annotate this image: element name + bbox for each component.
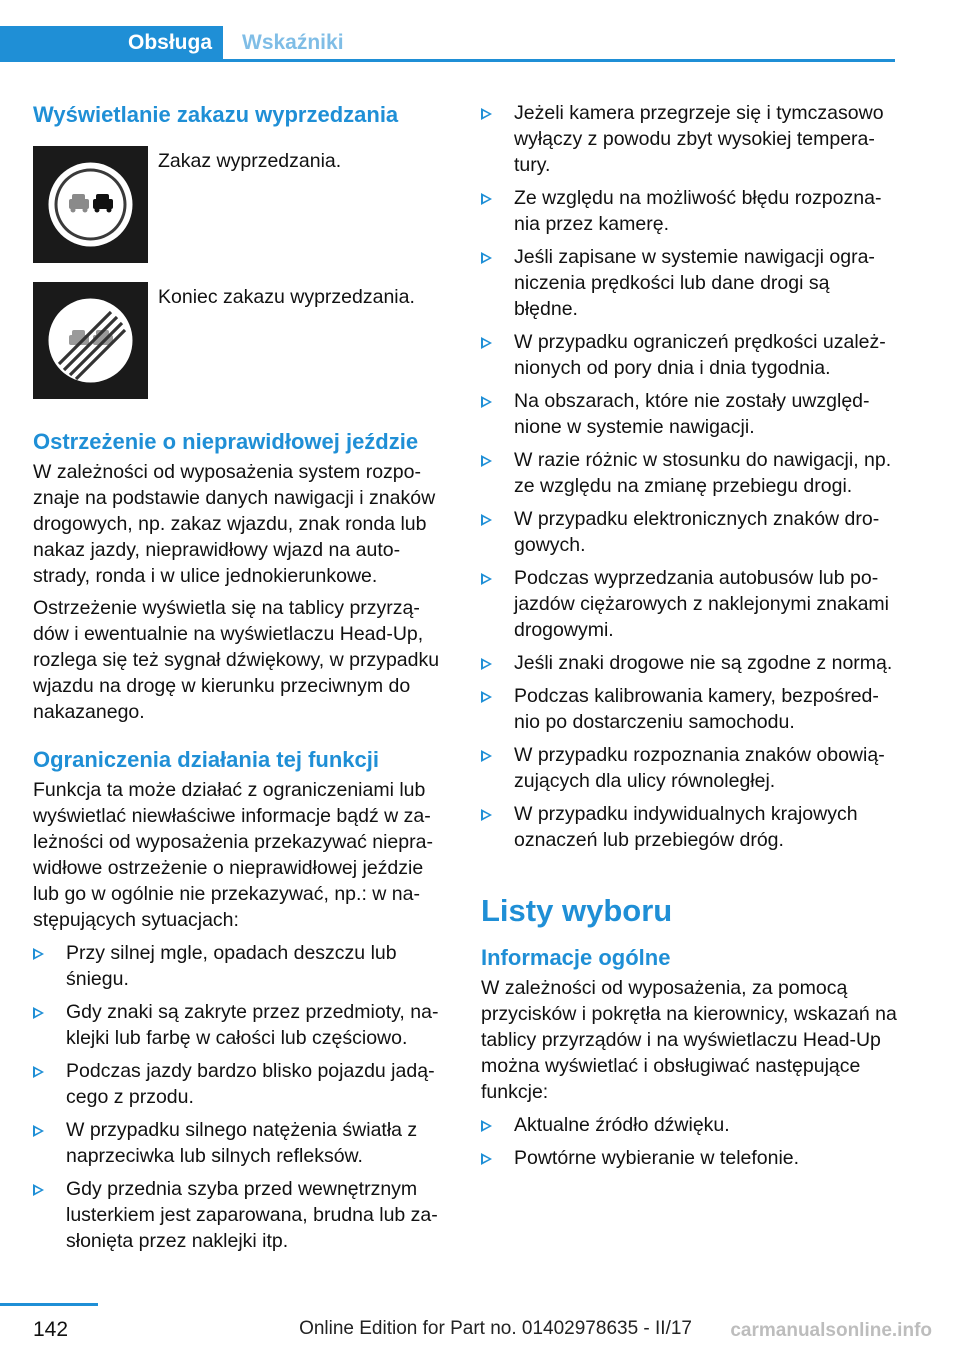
triangle-bullet-icon [481,1120,492,1132]
list-item [481,506,897,558]
list-item-text: Jeśli zapisane w systemie nawigacji ograniczenia prędkości lub dane drogi są błędne. [514,246,875,320]
sign-end-no-overtaking-caption: Koniec zakazu wyprzedzania. [158,286,415,308]
left-limits-list [33,940,448,1254]
triangle-bullet-icon [33,948,44,960]
heading-function-limits: Ograniczenia działania tej funkcji [33,747,379,772]
list-item [481,683,897,735]
heading-general-info: Informacje ogólne [481,945,671,970]
triangle-bullet-icon [481,396,492,408]
list-item-text: W przypadku indywidualnych krajowych oznaczeń lub przebiegów dróg. [514,803,858,851]
left-column [33,100,448,1261]
list-item [481,185,897,237]
list-item-text: Gdy przednia szyba przed wewnętrznym lusterkiem jest zaparowana, brudna lub zasłonięta przez naklejki itp. [66,1178,438,1252]
heading-overtaking-display: Wyświetlanie zakazu wyprzedzania [33,102,399,127]
list-item [481,100,897,178]
triangle-bullet-icon [481,455,492,467]
list-item-text: W przypadku silnego natężenia światła z naprzeciwka lub silnych refleksów. [66,1119,418,1167]
list-item [481,650,897,676]
triangle-bullet-icon [33,1007,44,1019]
list-item-text: W przypadku ograniczeń prędkości uzależnionych od pory dnia i dnia tygodnia. [514,331,886,379]
list-item-text: Jeżeli kamera przegrzeje się i tymczasowo wyłączy z powodu zbyt wysokiej temperatury. [514,102,884,176]
triangle-bullet-icon [481,193,492,205]
header-divider [0,59,895,62]
list-item [33,1117,448,1169]
triangle-bullet-icon [33,1125,44,1137]
triangle-bullet-icon [481,573,492,585]
list-item-text: Gdy znaki są zakryte przez przedmioty, naklejki lub farbę w całości lub częściowo. [66,1001,439,1049]
triangle-bullet-icon [481,337,492,349]
tab-wskazniki[interactable]: Wskaźniki [242,31,344,54]
footer-divider [0,1303,98,1306]
list-item [481,329,897,381]
list-item [481,447,897,499]
list-item-text: Aktualne źródło dźwięku. [514,1114,730,1136]
sign-no-overtaking-caption: Zakaz wyprzedzania. [158,150,342,172]
list-item [481,1112,897,1138]
list-item [481,1145,897,1171]
paragraph-wrong-way-detection: W zależności od wyposażenia system rozpoznaje na podstawie danych nawigacji i znaków drogowych, np. zakaz wjazdu, znak ronda lub nakaz jazdy, nieprawidłowy wjazd na autostrady, ronda i w ulice jednokierunkowe. [33,461,436,587]
heading-selection-lists: Listy wyboru [481,893,673,928]
triangle-bullet-icon [481,658,492,670]
list-item-text: Jeśli znaki drogowe nie są zgodne z normą. [514,652,893,674]
triangle-bullet-icon [481,750,492,762]
paragraph-general-info: W zależności od wyposażenia, za pomocą przycisków i pokrętła na kierownicy, wskazań na tablicy przyrządów i na wyświetlaczu Head-Up można wyświetlać i obsługiwać następujące funkcje: [481,977,897,1103]
sign-no-overtaking-row [33,146,448,263]
right-limits-list [481,100,897,853]
list-item-text: W przypadku rozpoznania znaków obowiązujących dla ulicy równoległej. [514,744,885,792]
list-item [481,742,897,794]
functions-list [481,1112,897,1171]
list-item [481,244,897,322]
triangle-bullet-icon [33,1066,44,1078]
list-item [33,940,448,992]
list-item-text: Podczas jazdy bardzo blisko pojazdu jadącego z przodu. [66,1060,435,1108]
list-item-text: W przypadku elektronicznych znaków drogowych. [514,508,880,556]
triangle-bullet-icon [481,514,492,526]
list-item-text: W razie różnic w stosunku do nawigacji, np. ze względu na zmianę przebiegu drogi. [514,449,892,497]
triangle-bullet-icon [481,691,492,703]
triangle-bullet-icon [481,252,492,264]
list-item [481,801,897,853]
header-tabs [0,26,895,62]
list-item-text: Ze względu na możliwość błędu rozpoznania przez kamerę. [514,187,882,235]
list-item-text: Podczas wyprzedzania autobusów lub pojazdów ciężarowych z naklejonymi znakami drogowymi. [514,567,889,641]
list-item-text: Powtórne wybieranie w telefonie. [514,1147,800,1169]
page-number: 142 [33,1318,69,1341]
right-column [481,100,897,1178]
paragraph-wrong-way-display: Ostrzeżenie wyświetla się na tablicy przyrządów i ewentualnie na wyświetlaczu Head-Up, rozlega się też sygnał dźwiękowy, w przypadku wjazdu na drogę w kierunku przeciwnym do nakazanego. [33,597,440,723]
sign-end-no-overtaking-row [33,282,448,399]
list-item [33,1176,448,1254]
heading-wrong-way-warning: Ostrzeżenie o nieprawidłowej jeździe [33,429,419,454]
list-item [33,999,448,1051]
triangle-bullet-icon [481,1153,492,1165]
end-no-overtaking-sign-icon [33,282,148,399]
list-item-text: Podczas kalibrowania kamery, bezpośrednio po dostarczeniu samochodu. [514,685,879,733]
no-overtaking-sign-icon [33,146,148,263]
list-item-text: Przy silnej mgle, opadach deszczu lub śniegu. [66,942,397,990]
list-item [481,565,897,643]
edition-text: Online Edition for Part no. 01402978635 - II/17 [299,1318,692,1339]
tab-obsluga[interactable]: Obsługa [0,26,223,59]
paragraph-function-limits: Funkcja ta może działać z ograniczeniami lub wyświetlać niewłaściwe informacje bądź w zależności od wyposażenia przekazywać nieprawidłowe ostrzeżenie o nieprawidłowej jeździe lub go w ogólnie nie przekazywać, np.: w następujących sytuacjach: [33,779,433,931]
triangle-bullet-icon [481,108,492,120]
list-item [33,1058,448,1110]
list-item-text: Na obszarach, które nie zostały uwzględnione w systemie nawigacji. [514,390,870,438]
list-item [481,388,897,440]
watermark: carmanualsonline.info [730,1320,932,1341]
triangle-bullet-icon [481,809,492,821]
triangle-bullet-icon [33,1184,44,1196]
